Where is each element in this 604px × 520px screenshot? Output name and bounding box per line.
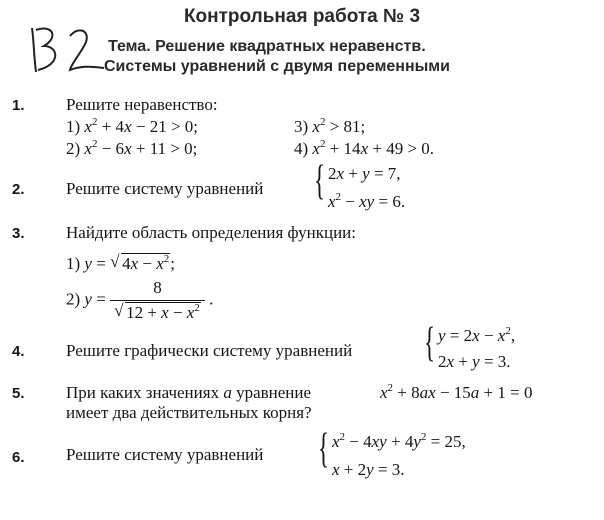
task-5-number: 5. bbox=[12, 385, 25, 402]
task-2-text: Решите систему уравнений bbox=[66, 179, 264, 198]
task-6-eq-1: $x^2 - 4xy + 4y^2 = 25$, bbox=[332, 431, 466, 451]
task-1-text: Решите неравенство: bbox=[66, 95, 218, 114]
task-1-number: 1. bbox=[12, 97, 25, 114]
task-3-text: Найдите область определения функции: bbox=[66, 223, 356, 242]
page-title: Контрольная работа № 3 bbox=[183, 6, 421, 27]
task-5-equation: $x^2 + 8ax - 15a + 1 = 0$ bbox=[380, 382, 533, 402]
task-4-number: 4. bbox=[12, 343, 25, 360]
task-1-item-3: 3) $x^2 > 81$; bbox=[294, 116, 366, 136]
task-4-eq-1: $y = 2x - x^2$, bbox=[438, 325, 516, 345]
task-5-text-line-1: При каких значениях a уравнение bbox=[66, 383, 312, 402]
task-6-eq-2: x + 2y = 3. bbox=[332, 460, 405, 479]
task-3-item-1: 1) y = √ $4x - x^2$; bbox=[66, 252, 175, 273]
task-1-item-1: 1) $x^2 + 4x - 21 > 0$; bbox=[66, 116, 199, 136]
task-4-brace: { bbox=[424, 320, 436, 366]
topic-line-1: Тема. Решение квадратных неравенств. bbox=[108, 38, 426, 55]
handwritten-variant-mark bbox=[24, 20, 110, 76]
task-5-text-line-2: имеет два действительных корня? bbox=[66, 403, 312, 422]
task-1-item-2: 2) $x^2 - 6x + 11 > 0$; bbox=[66, 138, 198, 158]
task-2-brace: { bbox=[314, 158, 326, 204]
task-4-text: Решите графически систему уравнений bbox=[66, 341, 353, 360]
task-3-item-2: 2) y = 8 √ $12 + x - x^2$ . bbox=[66, 278, 214, 322]
task-1-item-4: 4) $x^2 + 14x + 49 > 0$. bbox=[294, 138, 435, 158]
topic-line-2: Системы уравнений с двумя переменными bbox=[104, 58, 450, 75]
task-2-number: 2. bbox=[12, 181, 25, 198]
task-4-eq-2: 2x + y = 3. bbox=[438, 352, 511, 371]
task-2-eq-2: $x^2$ − xy = 6. bbox=[328, 191, 406, 211]
task-6-text: Решите систему уравнений bbox=[66, 445, 264, 464]
task-3-number: 3. bbox=[12, 225, 25, 242]
task-6-number: 6. bbox=[12, 449, 25, 466]
task-2-eq-1: 2x + y = 7, bbox=[328, 164, 401, 183]
task-6-brace: { bbox=[318, 426, 330, 472]
